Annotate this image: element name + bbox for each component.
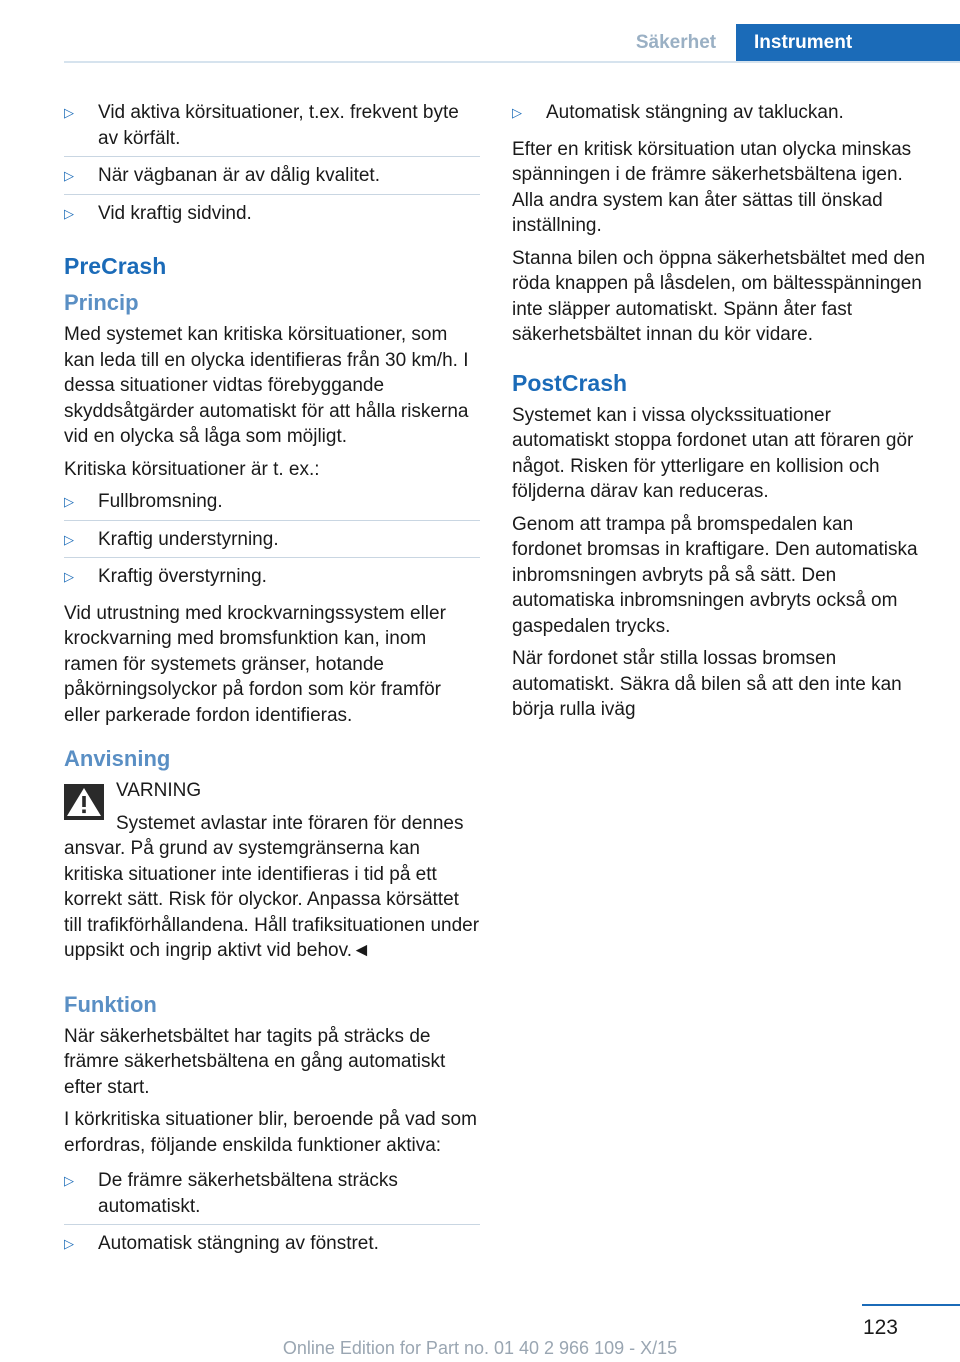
heading-funktion: Funktion [64, 991, 157, 1017]
bullet-triangle-icon: ▷ [64, 105, 74, 120]
bullet-list-mid [64, 489, 480, 595]
bullet-triangle-icon: ▷ [64, 1173, 74, 1188]
list-item: ▷ Vid kraftig sidvind. [64, 201, 480, 232]
warning-text: Systemet avlastar inte föraren för dennes ansvar. På grund av systemgränserna kan kritiska situationer inte identifieras i tid på ett korrekt sätt. Risk för olyckor. Anpassa körsättet till trafikförhållandena. Håll trafiksituationen under uppsikt och ingrip aktivt vid behov.◄ [64, 812, 480, 961]
bullet-triangle-icon: ▷ [512, 105, 522, 120]
right-column [512, 100, 928, 730]
bullet-triangle-icon: ▷ [64, 569, 74, 584]
page-number: 123 [862, 1316, 898, 1339]
list-item: ▷ De främre säkerhetsbältena sträcks automatiskt. [64, 1168, 480, 1225]
paragraph: Med systemet kan kritiska körsituationer, som kan leda till en olycka identifieras från 30 km/h. I dessa situationer vidtas förebyggande skyddsåtgärder automatiskt för att hålla riskerna vid en olycka så låga som möjligt. [64, 324, 469, 447]
bullet-triangle-icon: ▷ [64, 1236, 74, 1251]
paragraph: Kritiska körsituationer är t. ex.: [64, 458, 320, 480]
left-column [64, 100, 480, 1268]
list-item: ▷ Automatisk stängning av takluckan. [512, 100, 928, 131]
paragraph: När säkerhetsbältet har tagits på sträcks de främre säkerhetsbältena en gång automatiskt efter start. [64, 1025, 446, 1098]
list-item: ▷ Vid aktiva körsituationer, t.ex. frekvent byte av körfält. [64, 100, 480, 157]
bullet-triangle-icon: ▷ [64, 531, 74, 547]
paragraph: I körkritiska situationer blir, beroende på vad som erfordras, följande enskilda funktioner aktiva: [64, 1109, 477, 1156]
header-divider [64, 61, 960, 63]
section-tab: Säkerhet [635, 32, 717, 53]
list-item: ▷ Fullbromsning. [64, 489, 480, 521]
heading-anvisning: Anvisning [64, 746, 171, 771]
bullet-list-bottom [64, 1168, 480, 1262]
paragraph: När fordonet står stilla lossas bromsen automatiskt. Säkra då bilen så att den inte kan börja rulla iväg [512, 648, 902, 720]
bullet-list-right [512, 100, 928, 131]
list-item: ▷ När vägbanan är av dålig kvalitet. [64, 163, 480, 195]
warning-triangle-icon [64, 784, 104, 820]
bullet-triangle-icon: ▷ [64, 494, 74, 509]
edition-footer: Online Edition for Part no. 01 40 2 966 109 - X/15 [282, 1338, 678, 1358]
bullet-triangle-icon: ▷ [64, 205, 74, 221]
bullet-list-top [64, 100, 480, 231]
warning-box [64, 778, 480, 964]
heading-precrash: PreCrash [64, 253, 167, 279]
warning-title: VARNING [116, 780, 202, 801]
list-item: ▷ Automatisk stängning av fönstret. [64, 1231, 480, 1262]
paragraph: Systemet kan i vissa olyckssituationer automatiskt stoppa fordonet utan att föraren gör något. Risken för ytterligare en kollision och följderna därav kan reduceras. [512, 404, 914, 502]
paragraph: Genom att trampa på bromspedalen kan fordonet bromsas in kraftigare. Den automatiska inbromsningen avbryts på så sätt. Den automatiska inbromsningen avbryts också om gaspedalen trycks. [512, 513, 918, 637]
list-item: ▷ Kraftig understyrning. [64, 527, 480, 559]
heading-postcrash: PostCrash [512, 369, 628, 396]
page-header [0, 0, 960, 62]
paragraph: Stanna bilen och öppna säkerhetsbältet med den röda knappen på låsdelen, om bältesspänningen inte släpper automatiskt. Spänn åter fast säkerhetsbältet innan du kör vidare. [512, 247, 926, 345]
chapter-tab: Instrument [736, 24, 960, 62]
heading-princip: Princip [64, 290, 139, 315]
list-item: ▷ Kraftig överstyrning. [64, 564, 480, 595]
paragraph: Efter en kritisk körsituation utan olycka minskas spänningen i de främre säkerhetsbältena igen. Alla andra system kan åter sättas till önskad inställning. [512, 138, 912, 236]
bullet-triangle-icon: ▷ [64, 168, 74, 183]
paragraph: Vid utrustning med krockvarningssystem eller krockvarning med bromsfunktion kan, inom ramen för systemets gränser, hotande påkörningsolyckor på fordon som kör framför eller parkerade fordon identifieras. [64, 602, 446, 726]
footer-divider [862, 1304, 960, 1306]
